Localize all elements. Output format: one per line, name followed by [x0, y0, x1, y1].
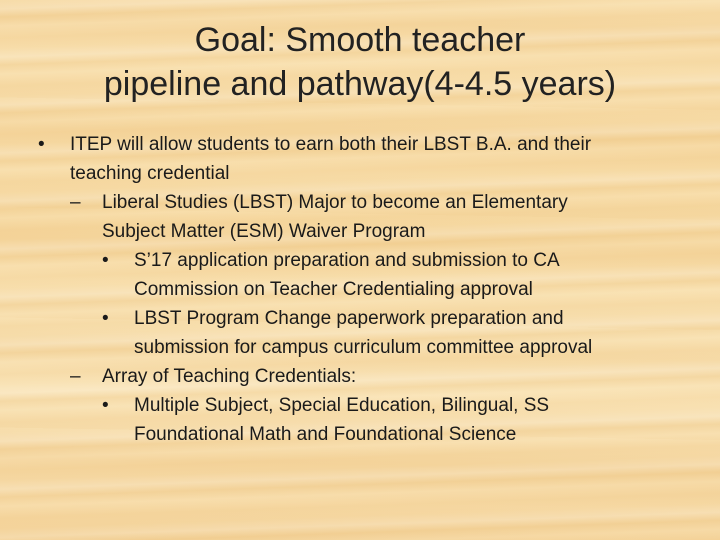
dash-icon: – — [70, 366, 81, 387]
sub-sub-bullet-credential-types — [38, 391, 698, 449]
bullet-text-line: Array of Teaching Credentials: — [102, 366, 357, 387]
bullet-text-line: S’17 application preparation and submission to CA — [134, 250, 560, 271]
bullet-dot-icon: • — [102, 250, 109, 271]
bullet-dot-icon: • — [102, 308, 109, 329]
title-line-2: pipeline and pathway(4-4.5 years) — [103, 65, 617, 103]
sub-bullet-credentials — [38, 362, 698, 391]
bullet-list — [38, 130, 698, 449]
bullet-text-line: Commission on Teacher Credentialing approval — [134, 279, 533, 300]
dash-icon: – — [70, 192, 81, 213]
sub-bullet-lbst-major — [38, 188, 698, 246]
bullet-dot-icon: • — [38, 134, 45, 155]
bullet-text-line: submission for campus curriculum committee approval — [134, 337, 593, 358]
bullet-itep — [38, 130, 698, 188]
bullet-text-line: Multiple Subject, Special Education, Bilingual, SS — [134, 395, 550, 416]
bullet-dot-icon: • — [102, 395, 109, 416]
sub-sub-bullet-application — [38, 246, 698, 304]
bullet-text-line: Liberal Studies (LBST) Major to become an Elementary — [102, 192, 568, 213]
bullet-text-line: LBST Program Change paperwork preparation and — [134, 308, 564, 329]
bullet-text-line: Subject Matter (ESM) Waiver Program — [102, 221, 426, 242]
bullet-text-line: Foundational Math and Foundational Science — [134, 424, 517, 445]
sub-sub-bullet-program-change — [38, 304, 698, 362]
bullet-text-line: ITEP will allow students to earn both their LBST B.A. and their — [70, 134, 592, 155]
title-line-1: Goal: Smooth teacher — [194, 21, 526, 59]
bullet-text-line: teaching credential — [70, 163, 230, 184]
slide-title — [20, 18, 700, 106]
